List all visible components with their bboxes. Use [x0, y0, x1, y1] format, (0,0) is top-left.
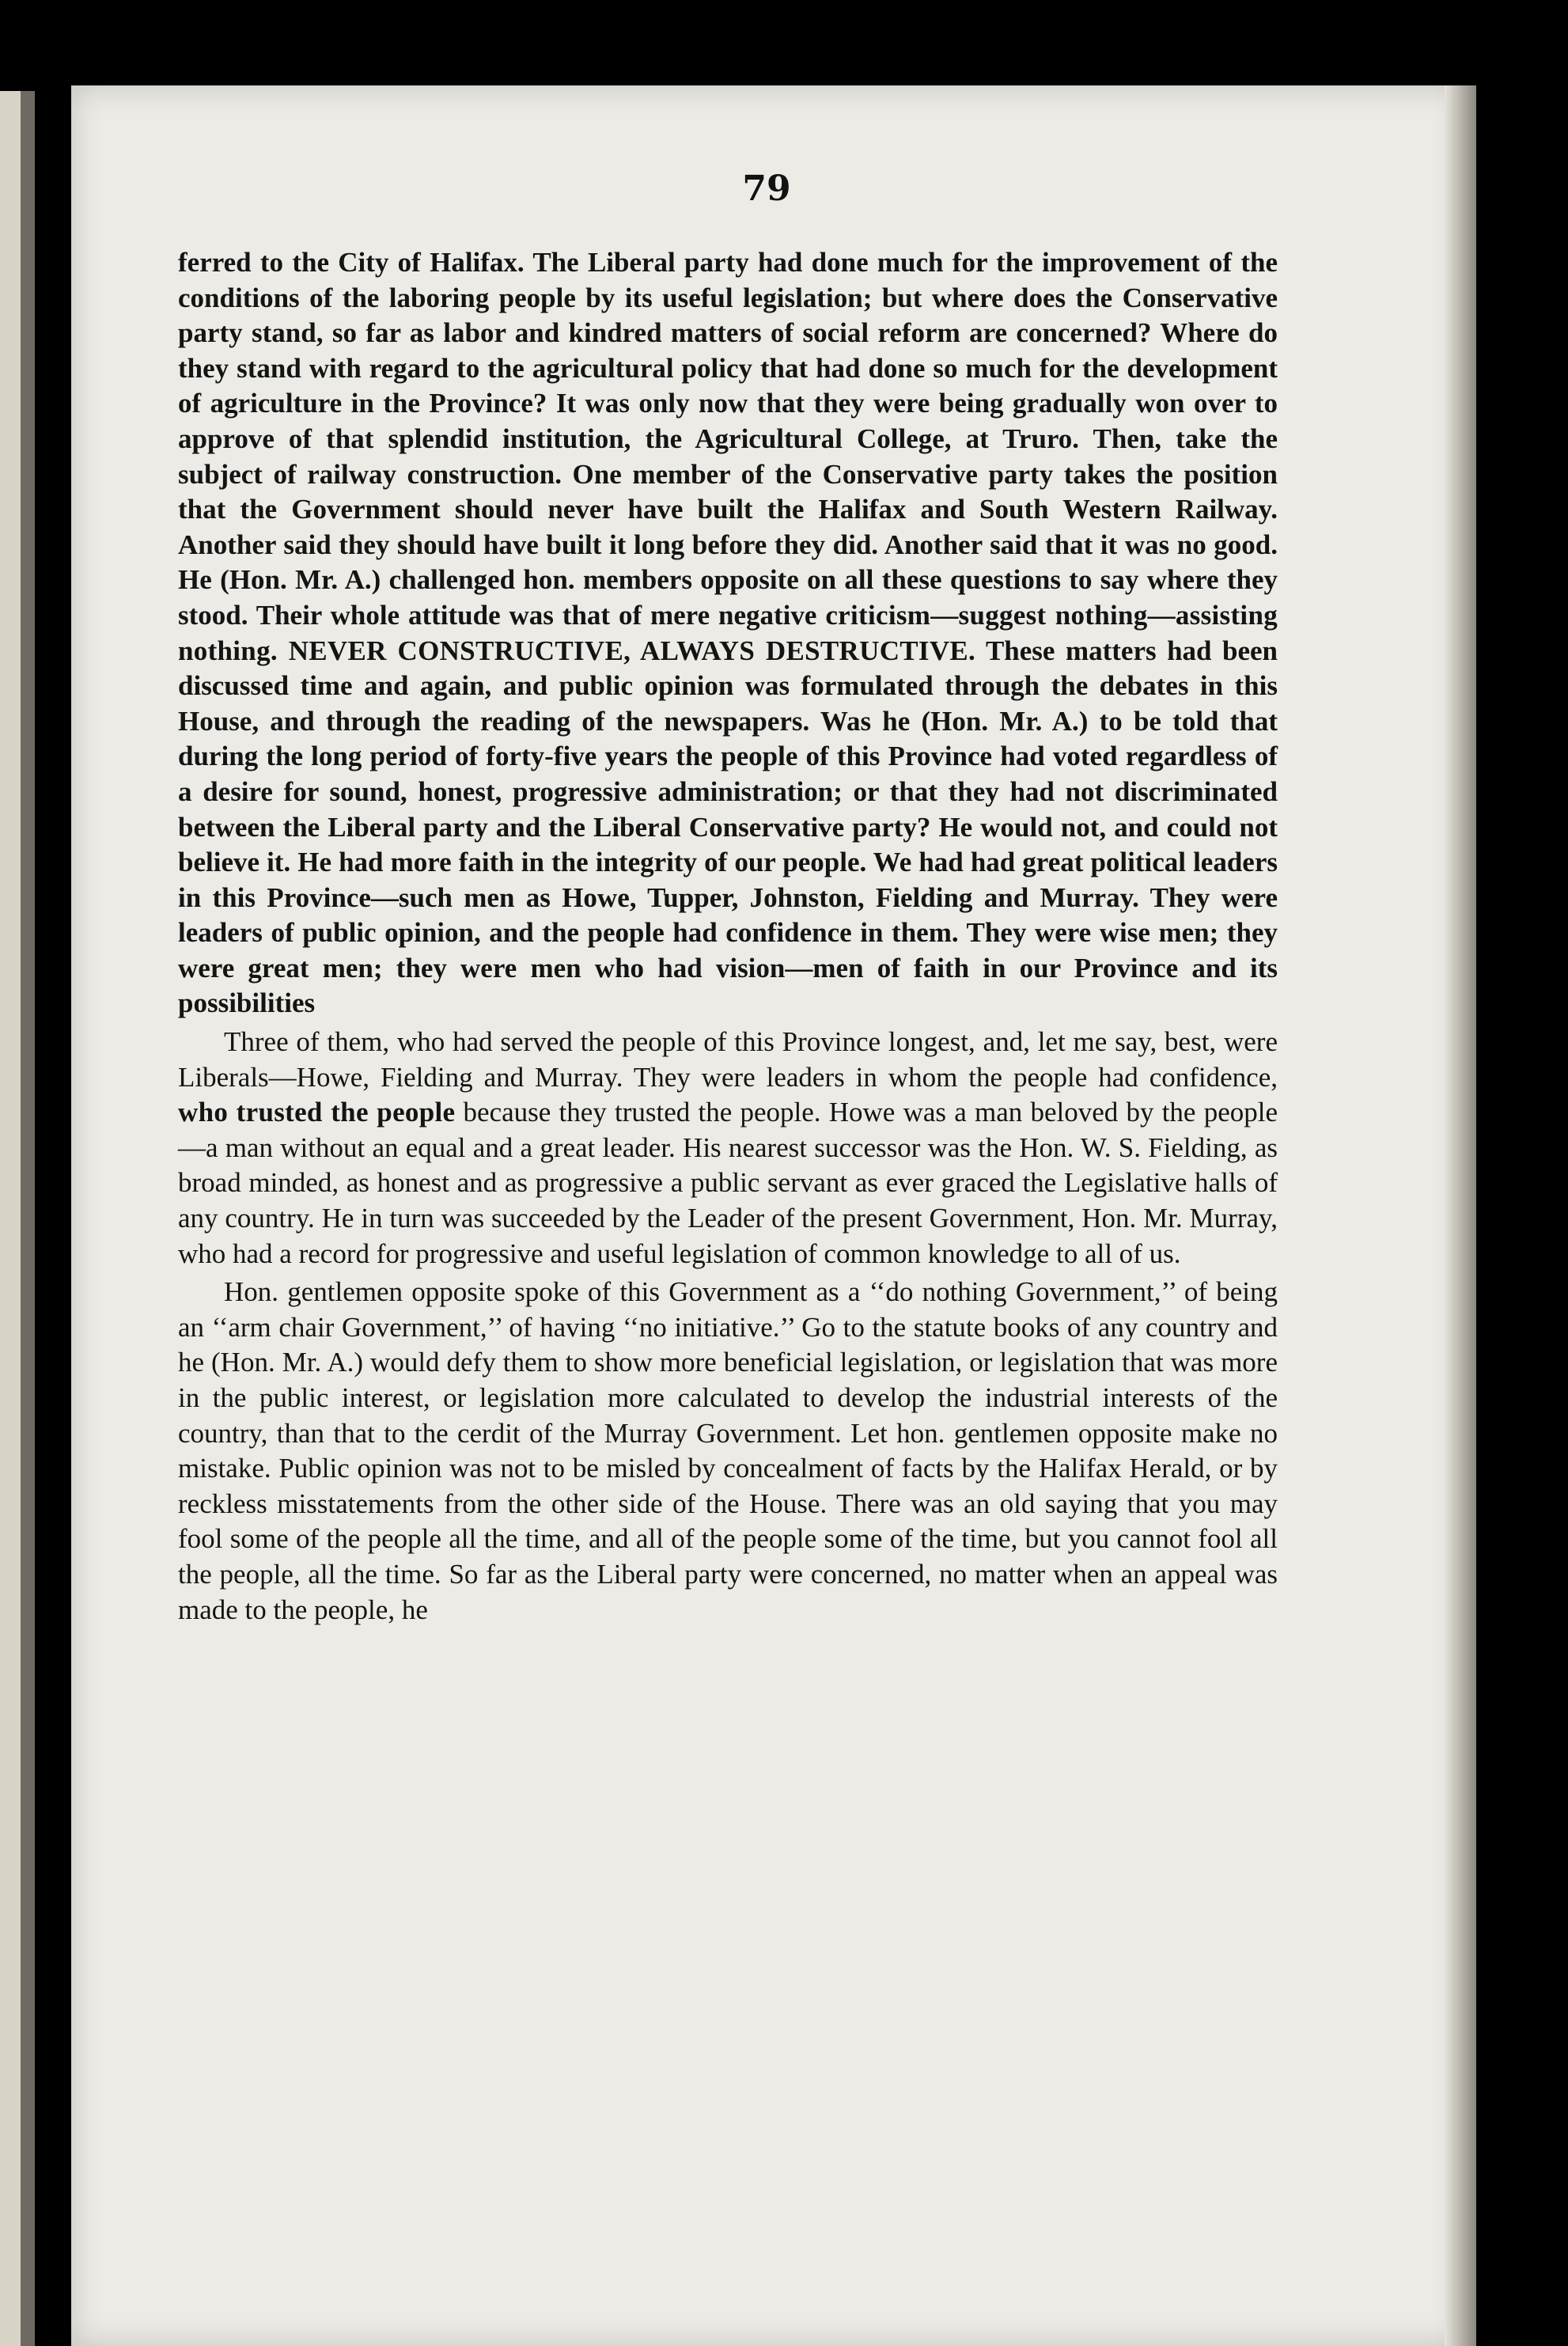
page-body	[178, 245, 1278, 1628]
paragraph-1-text: ferred to the City of Halifax. The Liberal party had done much for the improvement of the conditions of the laboring people by its useful legislation; but where does the Conservative party stand, so far as labor and kindred matters of social reform are concerned? Where do they stand with regard to the agricultural policy that had done so much for the development of agriculture in the Province? It was only now that they were being gradually won over to approve of that splendid institution, the Agricultural College, at Truro. Then, take the subject of railway construction. One member of the Conservative party takes the position that the Government should never have built the Halifax and South Western Railway. Another said they should have built it long before they did. Another said that it was no good. He (Hon. Mr. A.) challenged hon. members opposite on all these questions to say where they stood. Their whole attitude was that of mere negative	[178, 247, 1278, 631]
paragraph-1-continuation: These matters had been discussed time and again, and public opinion was formulated through the debates in this House, and through the reading of the newspapers. Was he (Hon. Mr. A.) to be told that during the long period of forty-five years the people of this Province had voted regardless of a desire for sound, honest, progressive administration; or that they had not discriminated between the Liberal party and the Liberal Conservative party? He would not, and could not believe it. He had more faith in the integrity of our people. We had had great political leaders in this Province—such men as Howe, Tupper, Johnston, Fielding and Murray. They were leaders of public opinion, and the people had confidence in them. They were wise men; they were great men; they were men who had vision—men of faith in our Province and its possibilities	[178, 635, 1278, 1019]
paragraph-1-emphasis: criticism—suggest nothing—assisting nothing. NEVER CONSTRUCTIVE, ALWAYS DESTRUCTIVE.	[178, 599, 1278, 666]
paragraph-2-emphasis: who trusted the people	[178, 1097, 456, 1128]
book-page	[71, 85, 1462, 2346]
paragraph-1	[178, 245, 1278, 1021]
paragraph-2	[178, 1025, 1278, 1272]
page-edge-shadow	[1445, 85, 1476, 2346]
book-gutter	[21, 91, 35, 2346]
paragraph-3: Hon. gentlemen opposite spoke of this Government as a ‘‘do nothing Government,’’ of being an ‘‘arm chair Government,’’ of having ‘‘no initiative.’’ Go to the statute books of any country and he (Hon. Mr. A.) would defy them to show more beneficial legislation, or legislation that was more in the public interest, or legislation more calculated to develop the industrial interests of the country, than that to the cerdit of the Murray Government. Let hon. gentlemen opposite make no mistake. Public opinion was not to be misled by concealment of facts by the Halifax Herald, or by reckless misstatements from the other side of the House. There was an old saying that you may fool some of the people all the time, and all of the people some of the time, but you cannot fool all the people, all the time. So far as the Liberal party were concerned, no matter when an appeal was made to the people, he	[178, 1276, 1278, 1625]
left-page-margin	[0, 91, 21, 2346]
paragraph-2-continuation: because they trusted the people. Howe was a man beloved by the people—a man without an equal and a great leader. His nearest successor was the Hon. W. S. Fielding, as broad minded, as honest and as progressive a public servant as ever graced the Legislative halls of any country. He in turn was succeeded by the Leader of the present Government, Hon. Mr. Murray, who had a record for progressive and useful legislation of common knowledge to all of us.	[178, 1097, 1278, 1269]
page-number: 79	[742, 169, 791, 209]
paragraph-2-text: Three of them, who had served the people of this Province longest, and, let me say, best, were Liberals—Howe, Fielding and Murray. They were leaders in whom the people had confidence,	[178, 1026, 1278, 1093]
